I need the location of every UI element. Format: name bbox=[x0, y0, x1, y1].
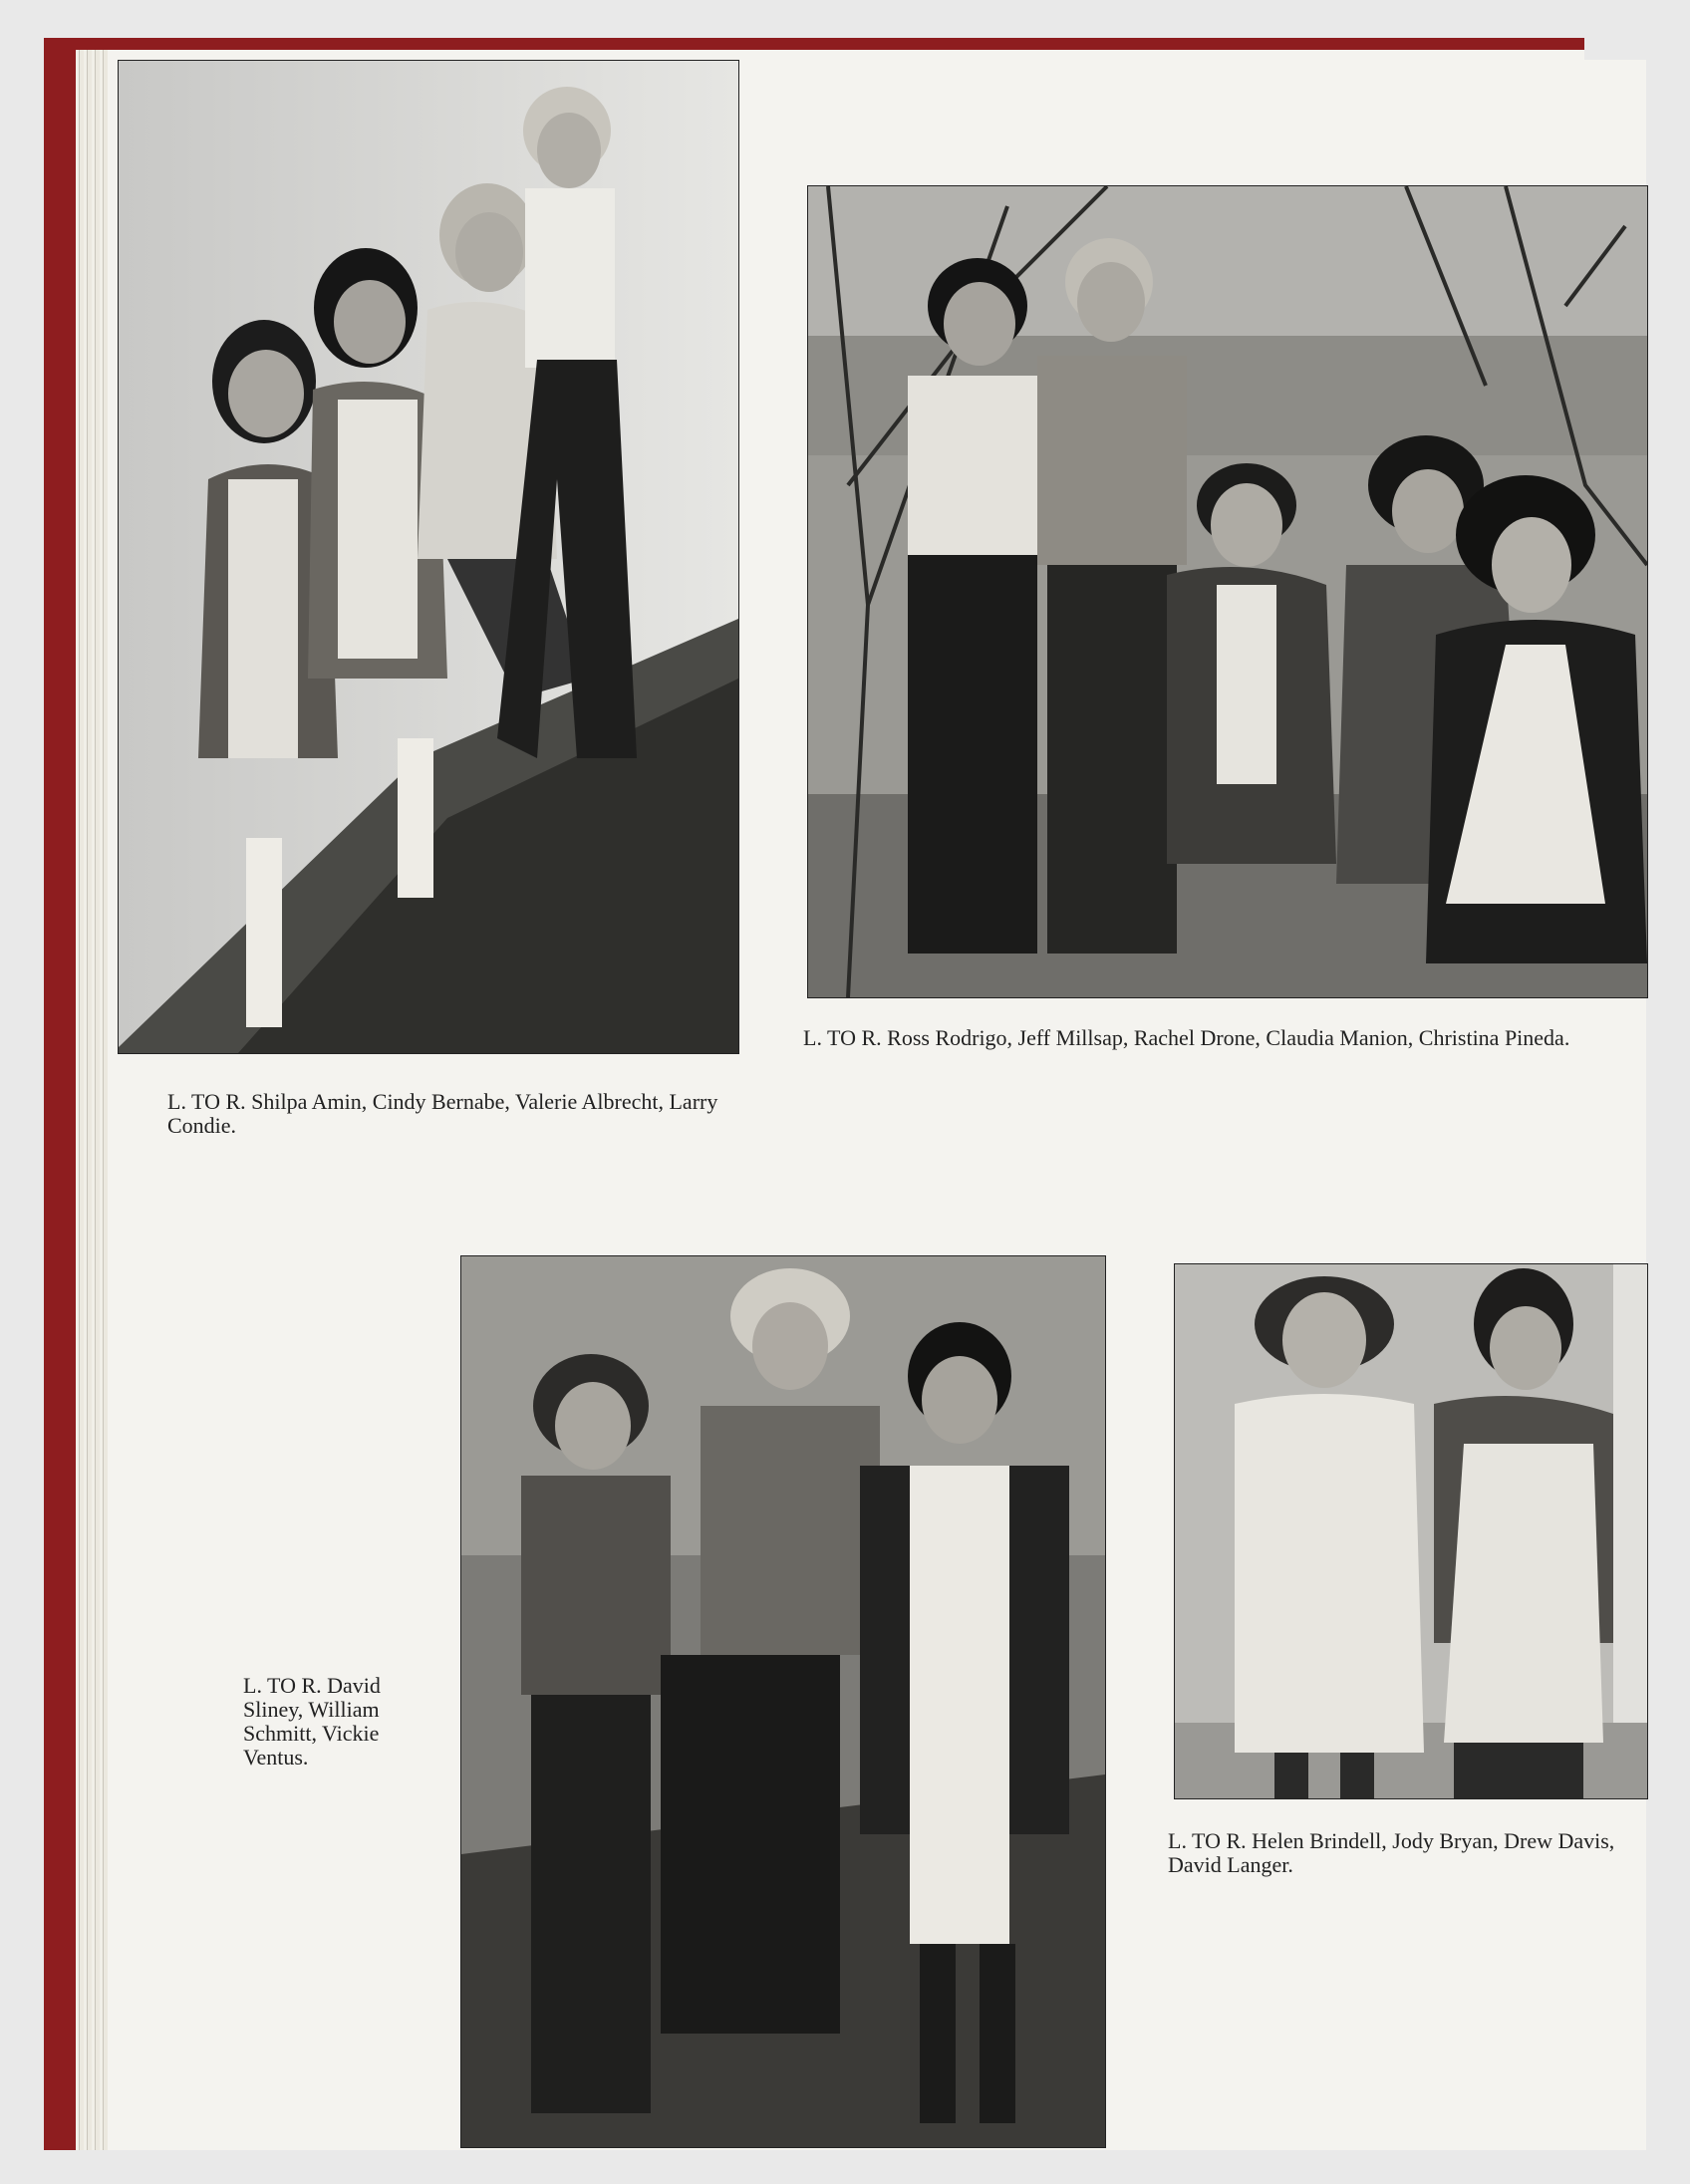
photo-group-1-caption: L. TO R. Shilpa Amin, Cindy Bernabe, Valerie Albrecht, Larry Condie. bbox=[167, 1089, 718, 1138]
photo-group-3-image bbox=[461, 1256, 1105, 2147]
photo-group-2-image bbox=[808, 186, 1647, 997]
photo-group-1 bbox=[118, 60, 739, 1054]
photo-group-3 bbox=[460, 1255, 1106, 2148]
photo-group-4-image bbox=[1175, 1264, 1647, 1798]
photo-group-4 bbox=[1174, 1263, 1648, 1799]
photo-group-2-caption: L. TO R. Ross Rodrigo, Jeff Millsap, Rachel Drone, Claudia Manion, Christina Pineda. bbox=[803, 1025, 1570, 1050]
photo-group-4-caption: L. TO R. Helen Brindell, Jody Bryan, Drew Davis, David Langer. bbox=[1168, 1828, 1615, 1877]
page-stack-edge bbox=[76, 50, 108, 2150]
torn-corner bbox=[1584, 38, 1646, 60]
photo-group-2 bbox=[807, 185, 1648, 998]
photo-group-3-caption: L. TO R. David Sliney, William Schmitt, Vickie Ventus. bbox=[243, 1673, 381, 1770]
photo-group-1-image bbox=[119, 61, 738, 1053]
